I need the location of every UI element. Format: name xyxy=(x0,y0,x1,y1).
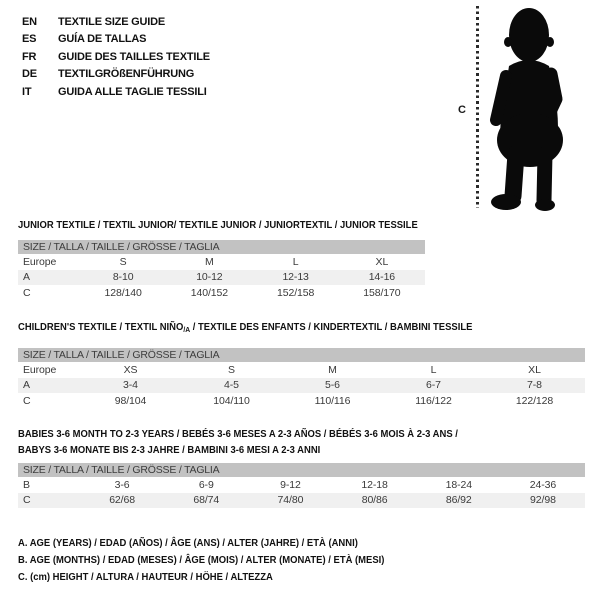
row-label: B xyxy=(23,478,30,491)
baby-silhouette-icon xyxy=(488,4,594,214)
table-cell: 128/140 xyxy=(104,286,142,299)
table-row xyxy=(18,285,425,301)
table-cell: 104/110 xyxy=(213,394,250,407)
table-row xyxy=(18,493,585,509)
section-title-segment: /A xyxy=(183,325,191,334)
table-row xyxy=(18,270,425,286)
table-cell: M xyxy=(328,363,337,376)
section-title-segment: / TEXTILE DES ENFANTS / KINDERTEXTIL / BAMBINI TESSILE xyxy=(190,321,473,333)
table-row xyxy=(18,378,585,394)
table-cell: 14-16 xyxy=(368,271,396,284)
table-cell: 122/128 xyxy=(515,394,554,407)
height-measure-label: C xyxy=(458,104,466,116)
table-cell: 80/86 xyxy=(361,494,388,507)
table-cell: 152/158 xyxy=(276,286,315,299)
table-cell: 4-5 xyxy=(224,379,239,392)
section-title-segment: BABYS 3-6 MONATE BIS 2-3 JAHRE / BAMBINI 3-6 MESI A 2-3 ANNI xyxy=(18,444,321,456)
height-dotted-line xyxy=(476,6,479,208)
size-table-header: SIZE / TALLA / TAILLE / GRÖSSE / TAGLIA xyxy=(18,240,425,254)
row-label: A xyxy=(23,271,30,284)
language-code: ES xyxy=(22,33,37,46)
footnote-line: A. AGE (YEARS) / EDAD (AÑOS) / ÂGE (ANS) / ALTER (JAHRE) / ETÀ (ANNI) xyxy=(18,537,358,549)
language-title-list xyxy=(22,13,210,101)
section-title-segment: CHILDREN'S TEXTILE / TEXTIL NIÑO xyxy=(18,321,184,333)
table-row xyxy=(18,393,585,409)
language-row xyxy=(22,13,210,31)
language-code: EN xyxy=(22,15,37,28)
table-cell: 158/170 xyxy=(363,286,401,299)
footnote-line: C. (cm) HEIGHT / ALTURA / HAUTEUR / HÖHE / ALTEZZA xyxy=(18,571,273,583)
table-cell: 98/104 xyxy=(114,394,147,407)
language-code: DE xyxy=(22,68,37,81)
section-title-segment: JUNIOR TEXTILE / TEXTIL JUNIOR/ TEXTILE JUNIOR / JUNIORTEXTIL / JUNIOR TESSILE xyxy=(18,219,418,231)
row-label: C xyxy=(23,394,31,407)
table-cell: 3-6 xyxy=(114,478,130,491)
language-title: TEXTILGRÖßENFÜHRUNG xyxy=(58,68,195,81)
size-table-header: SIZE / TALLA / TAILLE / GRÖSSE / TAGLIA xyxy=(18,348,585,362)
size-table-header: SIZE / TALLA / TAILLE / GRÖSSE / TAGLIA xyxy=(18,463,585,477)
language-row xyxy=(22,48,210,66)
size-table-section xyxy=(18,319,585,409)
table-cell: XS xyxy=(123,363,138,376)
size-table-section xyxy=(18,217,462,301)
language-row xyxy=(22,31,210,49)
language-row xyxy=(22,66,210,84)
table-cell: 116/122 xyxy=(415,394,452,407)
language-title: GUÍA DE TALLAS xyxy=(58,33,147,46)
child-figure-area xyxy=(448,0,598,216)
row-label: A xyxy=(23,379,30,392)
table-cell: 74/80 xyxy=(277,494,304,507)
table-row xyxy=(18,362,585,378)
table-cell: 140/152 xyxy=(190,286,228,299)
table-cell: L xyxy=(292,255,299,268)
table-cell: 6-7 xyxy=(426,379,441,392)
table-cell: 7-8 xyxy=(527,379,542,392)
language-title: GUIDA ALLE TAGLIE TESSILI xyxy=(58,85,207,98)
size-table xyxy=(18,463,585,508)
table-cell: 68/74 xyxy=(193,494,220,507)
table-cell: S xyxy=(228,363,235,376)
row-label: C xyxy=(23,494,31,507)
language-title: TEXTILE SIZE GUIDE xyxy=(58,15,166,28)
table-cell: 62/68 xyxy=(109,494,135,507)
table-cell: 12-18 xyxy=(361,478,388,491)
table-cell: 24-36 xyxy=(529,478,557,491)
size-table xyxy=(18,348,585,409)
table-cell: 10-12 xyxy=(196,271,223,284)
section-title xyxy=(18,426,528,458)
language-code: IT xyxy=(22,85,32,98)
row-label: C xyxy=(23,286,31,299)
row-label: Europe xyxy=(23,363,57,376)
table-cell: 110/116 xyxy=(314,394,351,407)
table-cell: S xyxy=(119,255,127,268)
table-cell: 3-4 xyxy=(123,379,138,392)
table-cell: M xyxy=(205,255,214,268)
language-code: FR xyxy=(22,50,37,63)
footnote-line: B. AGE (MONTHS) / EDAD (MESES) / ÂGE (MOIS) / ALTER (MONATE) / ETÀ (MESI) xyxy=(18,554,385,566)
section-title xyxy=(18,319,528,338)
table-cell: L xyxy=(430,363,437,376)
measure-footnotes xyxy=(18,535,425,586)
table-cell: 12-13 xyxy=(282,271,309,284)
table-cell: 92/98 xyxy=(530,494,556,507)
section-title xyxy=(18,217,418,233)
row-label: Europe xyxy=(23,255,57,268)
table-row xyxy=(18,477,585,493)
table-cell: 5-6 xyxy=(325,379,340,392)
table-cell: 6-9 xyxy=(198,478,214,491)
table-cell: XL xyxy=(528,363,541,376)
size-table-section xyxy=(18,426,585,508)
table-cell: 9-12 xyxy=(280,478,301,491)
table-cell: 8-10 xyxy=(112,271,134,284)
language-row xyxy=(22,83,210,101)
table-row xyxy=(18,254,425,270)
size-table xyxy=(18,240,425,301)
section-title-segment: BABIES 3-6 MONTH TO 2-3 YEARS / BEBÉS 3-6 MESES A 2-3 AÑOS / BÉBÉS 3-6 MOIS À 2-3 ANS / xyxy=(18,428,458,440)
table-cell: 86/92 xyxy=(445,494,472,507)
table-cell: XL xyxy=(375,255,389,268)
table-cell: 18-24 xyxy=(445,478,472,491)
language-title: GUIDE DES TAILLES TEXTILE xyxy=(58,50,210,63)
